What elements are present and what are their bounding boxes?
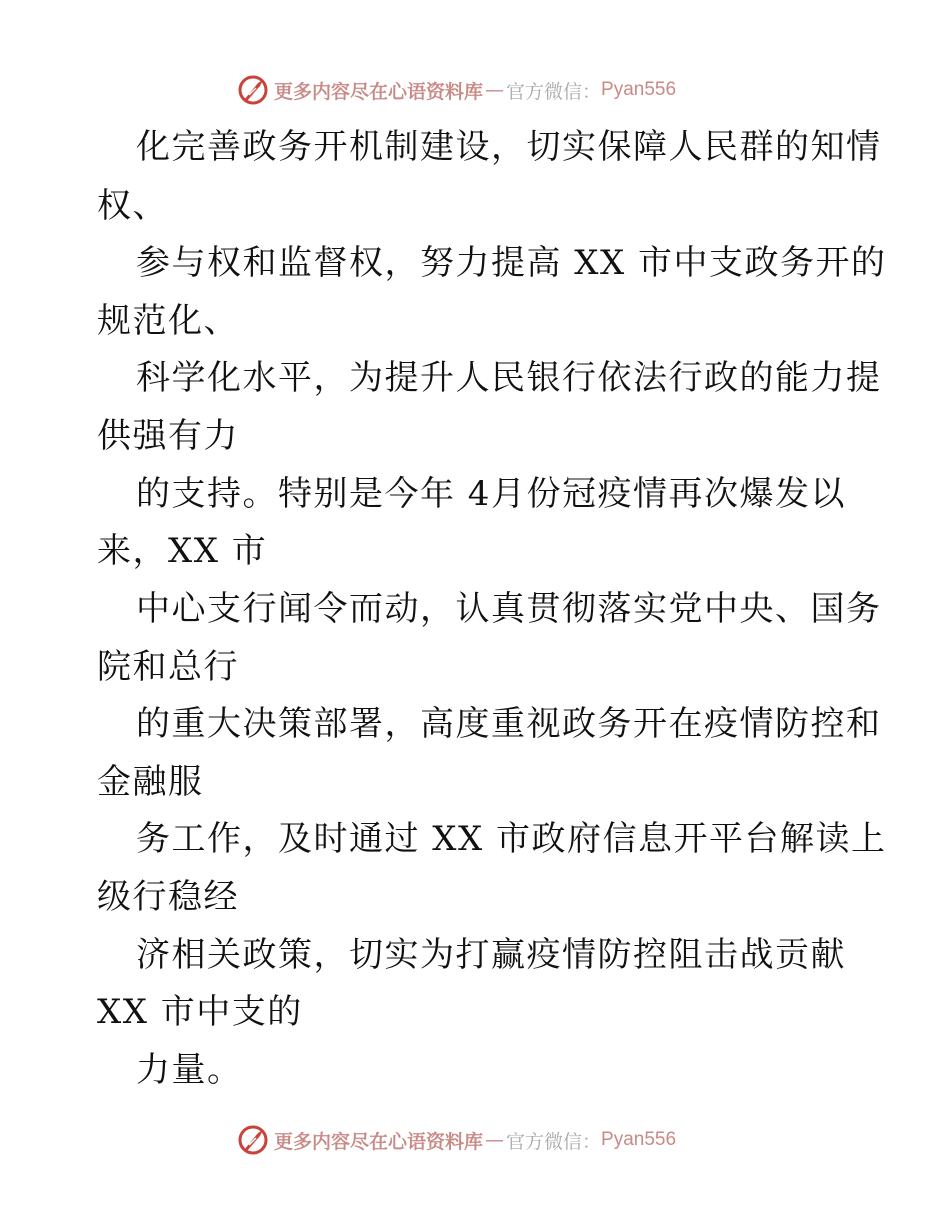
body-line: 的支持。特别是今年 4月份冠疫情再次爆发以 (136, 474, 846, 514)
watermark-site-text: 更多内容尽在心语资料库 (274, 80, 484, 103)
watermark-dash: — (485, 79, 505, 101)
body-line: 中心支行闻令而动，认真贯彻落实党中央、国务 (136, 589, 882, 629)
watermark-site-text: 更多内容尽在心语资料库 (274, 1130, 484, 1153)
body-line: 规范化、 (97, 301, 239, 341)
body-line: 务工作，及时通过 XX 市政府信息开平台解读上 (136, 819, 887, 859)
body-line: 科学化水平，为提升人民银行依法行政的能力提 (136, 358, 882, 398)
watermark-wechat-id: Pyan556 (601, 79, 677, 100)
body-line: 权、 (97, 186, 168, 226)
body-line: 力量。 (136, 1050, 243, 1090)
quill-logo-icon (236, 1123, 270, 1157)
body-line: 化完善政务开机制建设，切实保障人民群的知情 (136, 127, 882, 167)
watermark-dash: — (485, 1129, 505, 1151)
watermark-wechat-id: Pyan556 (601, 1129, 677, 1150)
body-line: 济相关政策，切实为打赢疫情防控阻击战贡献 (136, 935, 846, 975)
footer-watermark (236, 1123, 676, 1157)
body-line: 的重大决策部署，高度重视政务开在疫情防控和 (136, 704, 882, 744)
body-line: XX 市中支的 (97, 992, 303, 1032)
body-line: 参与权和监督权，努力提高 XX 市中支政务开的 (136, 243, 887, 283)
body-line: 院和总行 (97, 647, 239, 687)
watermark-official-label: 官方微信： (506, 1130, 602, 1153)
body-line: 金融服 (97, 762, 204, 802)
body-line: 级行稳经 (97, 877, 239, 917)
body-line: 供强有力 (97, 416, 239, 456)
body-line: 来，XX 市 (97, 531, 268, 571)
watermark-official-label: 官方微信： (506, 80, 602, 103)
